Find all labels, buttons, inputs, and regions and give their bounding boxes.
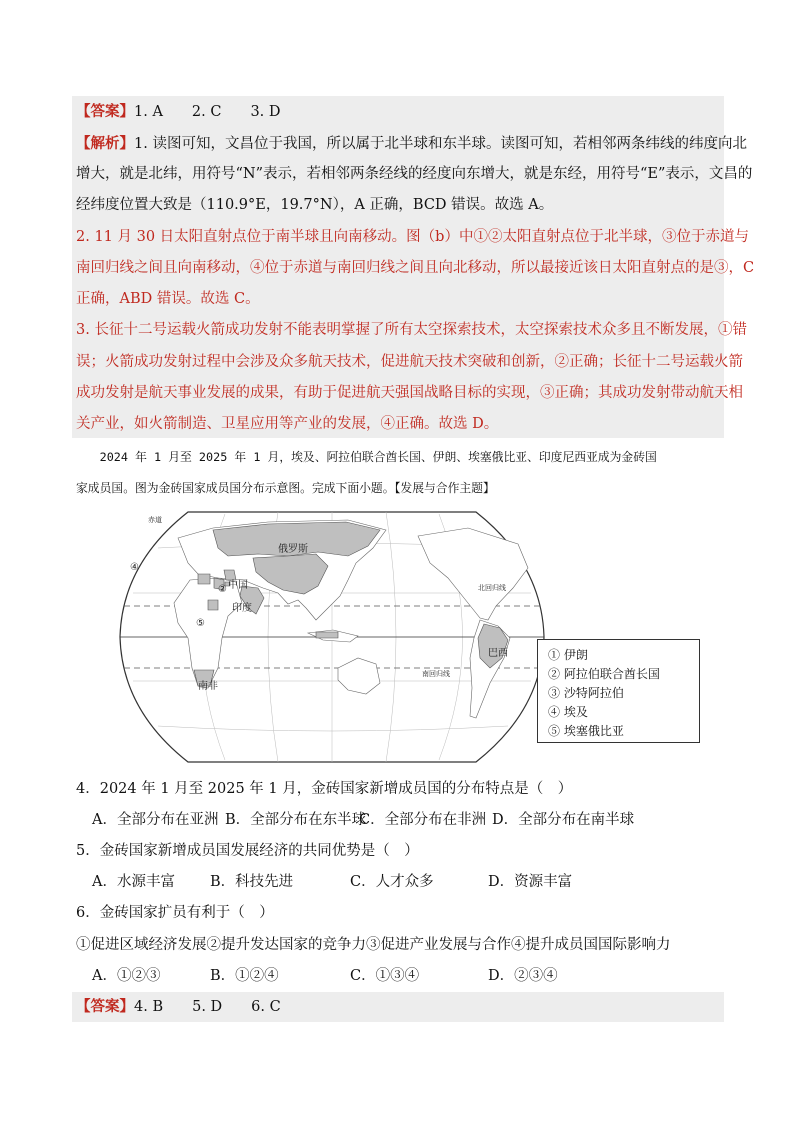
q4-option-b: B．全部分布在东半球 — [225, 812, 367, 828]
brazil-label: 巴西 — [488, 648, 508, 659]
ethiopia-shape — [208, 600, 218, 610]
india-label: 印度 — [232, 603, 252, 614]
brics-world-map — [118, 508, 546, 766]
mark-5-label: ⑤ — [196, 618, 205, 629]
map-legend — [537, 639, 700, 743]
question-6-stem: 6．金砖国家扩员有利于（ ） — [76, 905, 274, 921]
equator-label: 赤道 — [148, 516, 162, 524]
legend-item-5: ⑤ 埃塞俄比亚 — [548, 724, 624, 738]
legend-item-2: ② 阿拉伯联合酋长国 — [548, 667, 660, 681]
analysis-tag: 【解析】 — [76, 135, 134, 152]
q6-option-c: C．①③④ — [350, 968, 420, 984]
answer-line-1 — [76, 102, 281, 122]
q4-option-d: D．全部分布在南半球 — [492, 812, 635, 828]
answer-text: 1. A 2. C 3. D — [134, 104, 281, 120]
analysis-line-10: 关产业，如火箭制造、卫星应用等产业的发展，④正确。故选 D。 — [76, 416, 499, 432]
legend-item-3: ③ 沙特阿拉伯 — [548, 686, 624, 700]
intro-line-1: 2024 年 1 月至 2025 年 1 月，埃及、阿拉伯联合酋长国、伊朗、埃塞俄比亚、印度尼西亚成为金砖国 — [76, 450, 657, 464]
question-5-stem: 5．金砖国家新增成员国发展经济的共同优势是（ ） — [76, 843, 419, 859]
q4-option-c: C．全部分布在非洲 — [359, 812, 487, 828]
q5-option-a: A．水源丰富 — [92, 874, 175, 890]
russia-label: 俄罗斯 — [278, 544, 308, 555]
answer-text-2: 4. B 5. D 6. C — [134, 999, 281, 1015]
analysis-line-8: 误；火箭成功发射过程中会涉及众多航天技术，促进航天技术突破和创新，②正确；长征十二号运载火箭 — [76, 354, 743, 370]
indonesia-member-shape — [316, 632, 338, 638]
tropic-capricorn-label: 南回归线 — [422, 670, 450, 678]
mark-4-label: ④ — [130, 562, 139, 573]
south-africa-label: 南非 — [198, 681, 218, 692]
q5-option-d: D．资源丰富 — [488, 874, 573, 890]
egypt-shape — [198, 574, 210, 584]
answer-tag-2: 【答案】 — [76, 998, 134, 1015]
q6-option-d: D．②③④ — [488, 968, 558, 984]
mark-2-label: ② — [218, 584, 227, 595]
q6-option-b: B．①②④ — [210, 968, 279, 984]
analysis-line-2: 增大，就是北纬，用符号“N”表示，若相邻两条经线的经度向东增大，就是东经，用符号“E”表示，文昌的 — [76, 166, 753, 182]
analysis-line-4: 2. 11 月 30 日太阳直射点位于南半球且向南移动。图（b）中①②太阳直射点位于北半球，③位于赤道与 — [76, 229, 749, 245]
answer-line-2 — [76, 997, 281, 1017]
analysis-line-6: 正确，ABD 错误。故选 C。 — [76, 291, 260, 307]
intro-line-2: 家成员国。图为金砖国家成员国分布示意图。完成下面小题。【发展与合作主题】 — [76, 481, 495, 495]
legend-item-1: ① 伊朗 — [548, 648, 588, 662]
q4-option-a: A．全部分布在亚洲 — [92, 812, 219, 828]
question-4-stem: 4．2024 年 1 月至 2025 年 1 月，金砖国家新增成员国的分布特点是（ ） — [76, 781, 573, 797]
iran-shape — [224, 570, 236, 580]
q6-option-a: A．①②③ — [92, 968, 161, 984]
q5-option-c: C．人才众多 — [350, 874, 434, 890]
analysis-line-5: 南回归线之间且向南移动，④位于赤道与南回归线之间且向北移动，所以最接近该日太阳直射点的是③，C — [76, 260, 755, 276]
answer-tag: 【答案】 — [76, 103, 134, 120]
question-6-items: ①促进区域经济发展②提升发达国家的竞争力③促进产业发展与合作④提升成员国国际影响力 — [76, 937, 671, 953]
analysis-line-1: 【解析】1. 读图可知，文昌位于我国，所以属于北半球和东半球。读图可知，若相邻两条纬线的纬度向北 — [76, 135, 747, 152]
china-label: 中国 — [228, 580, 248, 591]
tropic-cancer-label: 北回归线 — [478, 584, 506, 592]
analysis-line-7: 3. 长征十二号运载火箭成功发射不能表明掌握了所有太空探索技术，太空探索技术众多且不断发展，①错 — [76, 322, 747, 338]
analysis-line-3: 经纬度位置大致是（110.9°E，19.7°N），A 正确，BCD 错误。故选 A。 — [76, 197, 554, 213]
analysis-line-9: 成功发射是航天事业发展的成果，有助于促进航天强国战略目标的实现，③正确；其成功发射带动航天相 — [76, 385, 743, 401]
legend-item-4: ④ 埃及 — [548, 705, 588, 719]
q5-option-b: B．科技先进 — [210, 874, 294, 890]
